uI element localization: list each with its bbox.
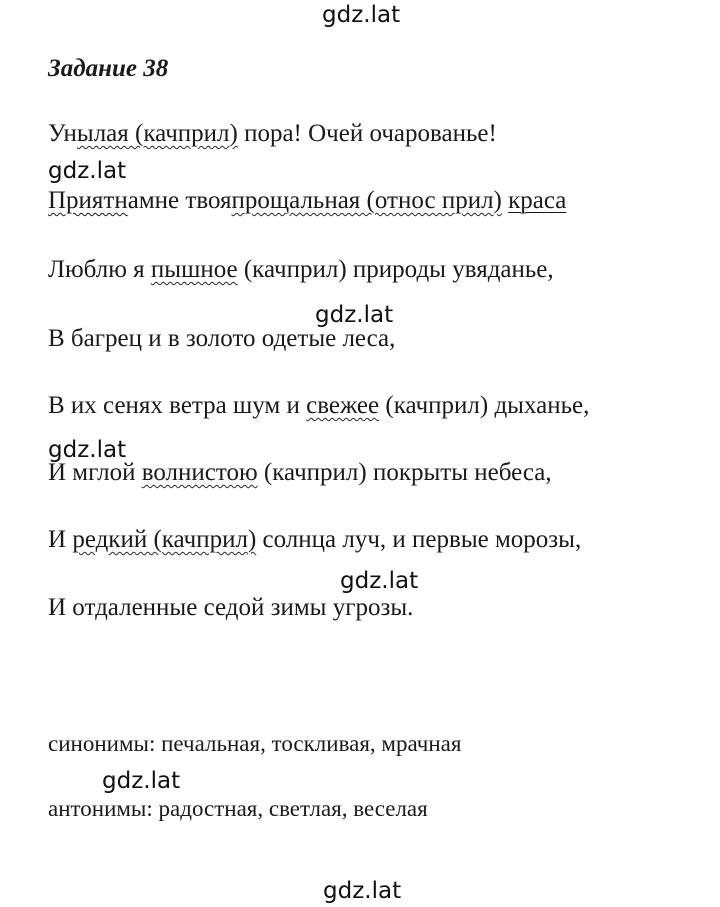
page-title: Задание 38 [48, 55, 169, 82]
adjective-underlined: прощальная (относ прил) [231, 187, 502, 214]
poem-line-7: И редкий (качприл) солнца луч, и первые морозы, [48, 526, 582, 553]
watermark: gdz.lat [102, 768, 181, 794]
adjective-underlined: Приятн [48, 187, 128, 214]
watermark: gdz.lat [322, 2, 401, 28]
watermark: gdz.lat [323, 878, 402, 904]
adjective-underlined: пышное [150, 256, 238, 283]
adjective-underlined: волнистою [141, 459, 258, 486]
poem-line-6: И мглой волнистою (качприл) покрыты небеса, [48, 459, 552, 486]
adjective-underlined: свежее [306, 392, 380, 419]
adjective-underlined: редкий (качприл) [72, 526, 257, 553]
poem-line-8: И отдаленные седой зимы угрозы. [48, 594, 414, 621]
noun-underlined: краса [508, 187, 567, 214]
poem-line-1: Унылая (качприл) пора! Очей очарованье! [48, 120, 497, 147]
adjective-underlined: ылая (качприл) [76, 120, 238, 147]
watermark: gdz.lat [315, 302, 394, 328]
antonyms-line: антонимы: радостная, светлая, веселая [48, 796, 428, 821]
poem-line-4: В багрец и в золото одетые леса, [48, 325, 396, 352]
poem-line-3: Люблю я пышное (качприл) природы увяданье, [48, 256, 554, 283]
poem-line-2: Приятнамне твояпрощальная (относ прил) краса [48, 187, 567, 214]
synonyms-line: синонимы: печальная, тоскливая, мрачная [48, 731, 462, 756]
poem-line-5: В их сенях ветра шум и свежее (качприл) дыханье, [48, 392, 590, 419]
watermark: gdz.lat [48, 158, 127, 184]
watermark: gdz.lat [48, 437, 127, 463]
watermark: gdz.lat [340, 568, 419, 594]
